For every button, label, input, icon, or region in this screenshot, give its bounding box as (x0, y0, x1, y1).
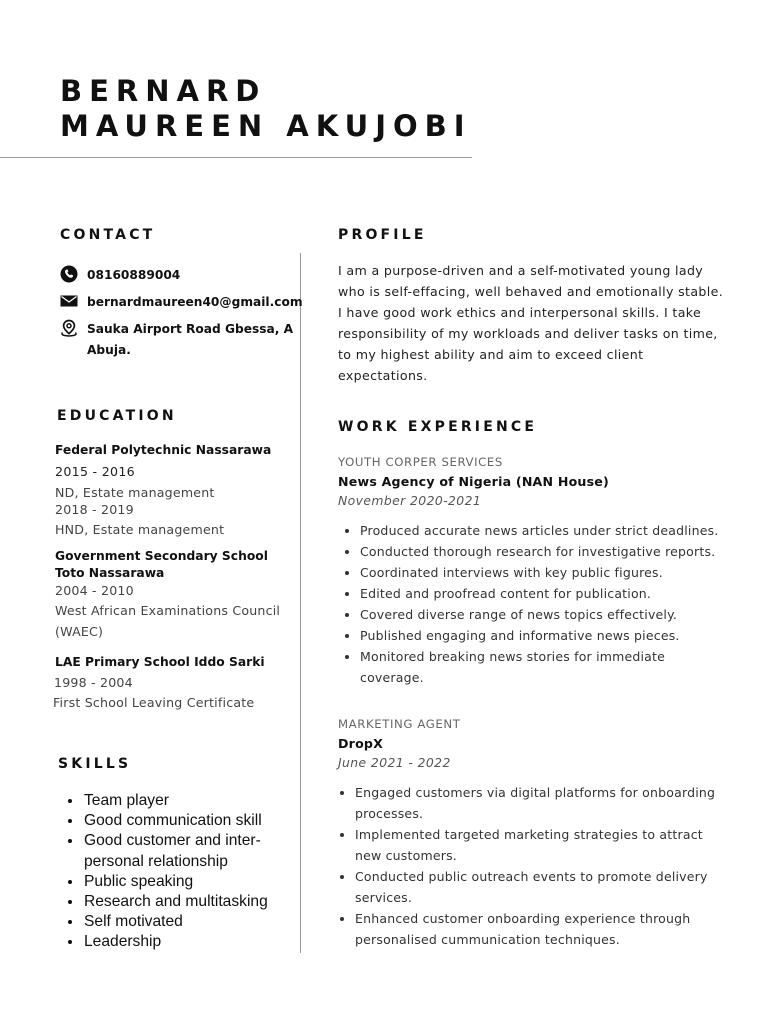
school-2-name-line-2: Toto Nassarawa (55, 566, 165, 580)
work-experience-heading: WORK EXPERIENCE (338, 419, 538, 435)
school-2-name (55, 548, 268, 582)
contact-heading: CONTACT (60, 227, 156, 243)
skill-item: • Public speaking (83, 872, 313, 892)
job-2-period: June 2021 - 2022 (338, 755, 451, 770)
skill-item: • Team player (83, 791, 313, 811)
school-1-detail-2: HND, Estate management (55, 522, 225, 537)
envelope-icon (60, 292, 78, 310)
contact-email: bernardmaureen40@gmail.com (87, 295, 303, 309)
job-1-bullets (338, 520, 760, 688)
name-line-1: BERNARD (60, 74, 267, 108)
school-2-detail-line-1: West African Examinations Council (55, 603, 281, 618)
contact-email-row (60, 292, 303, 313)
skill-item: • Self motivated (83, 912, 313, 932)
contact-phone-row (60, 265, 180, 286)
job-2-bullets (333, 782, 723, 950)
address-line-2: Abuja. (87, 343, 131, 357)
job-1-bullet: • Produced accurate news articles under strict deadlines. (360, 520, 760, 541)
skill-item: • Research and multitasking (83, 892, 313, 912)
job-2-bullet: • Implemented targeted marketing strategies to attract new customers. (355, 824, 723, 866)
job-1-bullet: • Coordinated interviews with key public figures. (360, 562, 760, 583)
skills-heading: SKILLS (58, 756, 132, 772)
school-1-name: Federal Polytechnic Nassarawa (55, 443, 272, 457)
skill-item: • Good customer and inter-personal relationship (83, 831, 313, 871)
school-3-name: LAE Primary School Iddo Sarki (55, 655, 265, 669)
skills-list (63, 791, 313, 953)
resume-name (60, 74, 472, 144)
job-1-category: YOUTH CORPER SERVICES (338, 455, 503, 469)
job-2-company: DropX (338, 736, 384, 751)
school-2-detail (55, 600, 280, 642)
job-2-category: MARKETING AGENT (338, 717, 461, 731)
contact-address (87, 319, 293, 361)
job-1-bullet: • Covered diverse range of news topics effectively. (360, 604, 760, 625)
job-1-bullet: • Monitored breaking news stories for immediate coverage. (360, 646, 680, 688)
name-line-2: MAUREEN AKUJOBI (60, 109, 472, 143)
skill-item: • Leadership (83, 932, 313, 952)
profile-heading: PROFILE (338, 227, 427, 243)
job-2-bullet: • Engaged customers via digital platforms for onboarding processes. (355, 782, 723, 824)
school-2-year: 2004 - 2010 (55, 583, 134, 598)
address-line-1: Sauka Airport Road Gbessa, A (87, 322, 294, 336)
contact-address-row (60, 319, 293, 361)
school-1-year-1: 2015 - 2016 (55, 464, 135, 479)
job-1-bullet: • Edited and proofread content for publication. (360, 583, 760, 604)
education-heading: EDUCATION (57, 408, 177, 424)
contact-phone: 08160889004 (87, 268, 181, 282)
skill-item: • Good communication skill (83, 811, 313, 831)
job-1-company: News Agency of Nigeria (NAN House) (338, 474, 609, 489)
job-1-bullet: • Conducted thorough research for investigative reports. (360, 541, 760, 562)
job-2-bullet: • Conducted public outreach events to promote delivery services. (355, 866, 723, 908)
phone-icon (60, 265, 78, 283)
school-2-detail-line-2: (WAEC) (55, 624, 104, 639)
school-1-detail-1: ND, Estate management (55, 485, 215, 500)
school-2-name-line-1: Government Secondary School (55, 549, 268, 563)
profile-text: I am a purpose-driven and a self-motivated young lady who is self-effacing, well behaved and emotionally stable. I have good work ethics and interpersonal skills. I take responsibility of my workloads and deliver tasks on time, to my highest ability and aim to exceed client expectations. (338, 263, 724, 383)
job-1-period: November 2020-2021 (338, 493, 482, 508)
header-divider (0, 157, 472, 158)
job-2-bullet: • Enhanced customer onboarding experience through personalised cummunication techniques. (355, 908, 723, 950)
job-1-bullet: • Published engaging and informative news pieces. (360, 625, 760, 646)
school-3-detail: First School Leaving Certificate (53, 695, 255, 710)
location-pin-icon (60, 319, 78, 337)
school-3-year: 1998 - 2004 (54, 675, 133, 690)
school-1-year-2: 2018 - 2019 (55, 502, 134, 517)
